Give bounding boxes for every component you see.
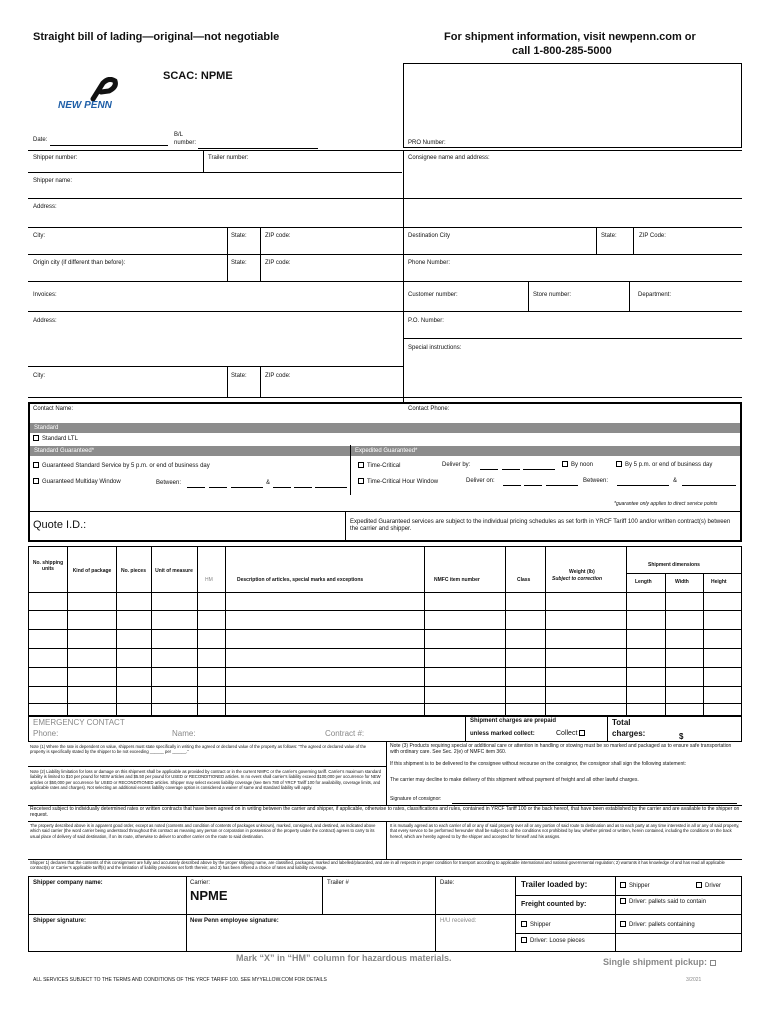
quote-id-label[interactable]: Quote I.D.: bbox=[33, 519, 87, 531]
hour-between-label: Between: bbox=[583, 478, 609, 484]
origin-city-label: Origin city (if different than before): bbox=[33, 260, 126, 266]
trailer-number-label: Trailer number: bbox=[208, 155, 249, 161]
employee-signature-label: New Penn employee signature: bbox=[190, 918, 279, 924]
deliver-by-label: Deliver by: bbox=[442, 462, 471, 468]
shipment-info-line2: call 1-800-285-5000 bbox=[512, 45, 612, 57]
pro-number-box[interactable] bbox=[403, 63, 742, 148]
department-label: Department: bbox=[638, 292, 672, 298]
prepaid-label: Shipment charges are prepaid bbox=[470, 718, 557, 724]
bl-label-2: number: bbox=[174, 140, 197, 146]
shipment-info-line1: For shipment information, visit newpenn.com or bbox=[444, 31, 696, 43]
total-dollar: $ bbox=[679, 732, 684, 741]
col-weight-note: Subject to correction bbox=[552, 576, 603, 582]
consignor-signature-label: Signature of consignor: bbox=[390, 796, 442, 802]
store-number-label: Store number: bbox=[533, 292, 572, 298]
shipper-number-label: Shipper number: bbox=[33, 155, 78, 161]
col-class: Class bbox=[517, 577, 531, 583]
shipper-declaration: Shipper 1) declares that the contents of this consignment are fully and accurately described above by the proper shipping name, are classified, packaged, marked and labelled/placarded, and are in all respects in proper condition for transport according to applicable international and national governmental regulation; 2) warrants it has knowledge of and has read all applicable contract(s) or Carrier’s applicable tariff(s) and the limitation of liability provisions set forth therein; and 3) has been offered a choice of rates and liability coverage. bbox=[30, 860, 725, 871]
col-unit-measure: Unit of measure bbox=[155, 568, 193, 574]
trailer-hash-label: Trailer # bbox=[327, 880, 349, 886]
emergency-phone-label: Phone: bbox=[33, 729, 59, 738]
mutual-text: It is mutually agreed as to each carrier of all or any of said property over all or any portion of said route to destination and as to each party at any time interested in all or any of said property, that every service to be performed hereunder shall be subject to all the conditions not prohibited by law, whether printed or written, herein contained, including the conditions on the back hereof, which are hereby agreed to by the shipper and accepted for himself and his assigns. bbox=[390, 823, 740, 839]
loaded-shipper-option[interactable]: Shipper bbox=[620, 882, 650, 890]
prepaid-collect-label: unless marked collect: bbox=[470, 731, 535, 737]
shipper-company-label: Shipper company name: bbox=[33, 880, 103, 886]
col-pieces: No. pieces bbox=[120, 568, 146, 574]
note-3c: The carrier may decline to make delivery of this shipment without payment of freight and all other lawful charges. bbox=[390, 777, 639, 783]
total-label: Total bbox=[612, 718, 631, 727]
col-shipping-units: No. shipping units bbox=[32, 560, 64, 572]
col-dimensions: Shipment dimensions bbox=[648, 562, 700, 568]
emergency-title: EMERGENCY CONTACT bbox=[33, 718, 125, 727]
driver-pallets-option[interactable]: Driver: pallets containing bbox=[620, 921, 695, 929]
zip-label-2: ZIP code: bbox=[265, 373, 291, 379]
note-2: Note (2) Liability limitation for loss or damage on this shipment shall be applicable as provided by contract or in the current NMFC or the carrier’s governing tariff. Carrier’s maximum standard liability is limited to $10 per pound for NEW articles and $5.50 per pound for USED or RECONDITIONED articles. In no event shall carrier’s liability exceed $100,000 per occurrence for NEW articles or $50,000 per occurrence for USED or RECONDITIONED articles. Shipper may select excess liability coverage (see Item 780 of YRCF Tariff 100 for availability, coverage limits, and applicable rates and charges). Not selecting an additional excess liability coverage option is considered a waiver of same and standard liability will apply. bbox=[30, 769, 382, 791]
col-kind-package: Kind of package bbox=[72, 568, 112, 574]
bl-label-1: B/L bbox=[174, 132, 184, 138]
standard-ltl-option[interactable]: Standard LTL bbox=[33, 435, 78, 443]
col-weight: Weight (lb) bbox=[569, 569, 595, 575]
city-label-2: City: bbox=[33, 373, 45, 379]
multiday-between-label: Between: bbox=[156, 480, 182, 486]
state-label: State: bbox=[231, 233, 247, 239]
by-noon-option[interactable]: By noon bbox=[562, 461, 593, 469]
deliver-on-label: Deliver on: bbox=[466, 478, 495, 484]
standard-guaranteed-bar: Standard Guaranteed* bbox=[30, 446, 350, 456]
driver-loose-option[interactable]: Driver: Loose pieces bbox=[521, 937, 585, 945]
note-1: Note (1) Where the rate is dependent on value, shippers must state specifically in writing the agreed or declared value of the property as follows: “The agreed or declared value of the property is specifically stated by the shipper to be not exceeding ______ per ______.” bbox=[30, 744, 367, 755]
col-nmfc: NMFC item number bbox=[434, 577, 480, 583]
note-3: Note (3) Products requiring special or additional care or attention in handling or stowing must be so marked and packaged as to ensure safe transportation with ordinary care. See Sec. 2(e) of NMFC item 360. bbox=[390, 743, 732, 755]
collect-option[interactable]: Collect bbox=[556, 730, 588, 738]
address-label-2: Address: bbox=[33, 318, 57, 324]
form-title: Straight bill of lading—original—not negotiable bbox=[33, 31, 280, 43]
bill-of-lading-page: Straight bill of lading—original—not negotiable For shipment information, visit newpenn.com or call 1-800-285-5000 SCAC: NPME NEW PENN Date: B/L number: PRO Number: Shipper number: Trailer number: Consignee name and address: Shipper name: Address: City: State: ZIP code: Destination City State: ZIP Code: Origin city (if different than before): State: ZIP code: Phone Number: Invoices: Customer number: Store number: Department: Address: P.O. Number: Special instructions: City: State: ZIP code: Contact Name: Contact Phone: Standard Standard LTL Standard Guaranteed* Expedited Guaranteed* Guaranteed Standard Service by 5 p.m. or end of business day Guaranteed Multiday Window Between: & Time-Critical Deliver by: By noon By 5 p.m. or end of business day Time-Critical Hour Window Deliver on: Between: & *guarantee only applies to direct service points Quote I.D.: Expedited Guaranteed services are subject to the individual pricing schedules as set forth in YRCF Tariff 100 and/or written contract(s) between the carrier and shipper. No. shipping units Kind of package No. pieces Unit of measure HM Description of articles, special marks and exceptions NMFC item number Class Weight (lb) Subject to correction Shipment dimensions Length Width Height EMERGENCY CONTACT Phone: Name: Contract #: Shipment charges are prepaid unless marked collect: Collect Total charges: $ Note (1) Where the rate is dependent on value, shippers must state specifically in writing the agreed or declared value of the property as follows: “The agreed or declared value of the property is specifically stated by the shipper to be not exceeding ______ per ______.” Note (2) Liability limitation for loss or damage on this shipment shall be applicable as provided by contract or in the current NMFC or the carrier’s governing tariff. Carrier’s maximum standard liability is limited to $10 per pound for NEW articles and $5.50 per pound for USED or RECONDITIONED articles. In no event shall carrier’s liability exceed $100,000 per occurrence for NEW articles or $50,000 per occurrence for USED or RECONDITIONED articles. Shipper may select excess liability coverage (see Item 780 of YRCF Tariff 100 for availability, coverage limits, and applicable rates and charges). Not selecting an additional excess liability coverage option is considered a waiver of same and standard liability will apply. Note (3) Products requiring special or additional care or attention in handling or stowing must be so marked and packaged as to ensure safe transportation with ordinary care. See Sec. 2(e) of NMFC item 360. If this shipment is to be delivered to the consignee without recourse on the consignor, the consignor shall sign the following statement: The carrier may decline to make delivery of this shipment without payment of freight and all other lawful charges. Signature of consignor: Received subject to individually determined rates or written contracts that have been agreed on in writing between the carrier and shipper, if applicable, otherwise to rates, classifications and rules, contained in YRCF Tariff 100 or the back hereof, that have been established by the carrier and are available to the shipper on request. The property described above is in apparent good order, except as noted (contents and condition of contents of packages unknown), marked, consigned, and destined, as indicated above which said carrier (the word carrier being understood throughout this contract as meaning any person or corporation in possession of the property under the contract) agrees to carry to its usual place of delivery of said destination, if on its route, otherwise to deliver to another carrier on the route to said destination. It is mutually agreed as to each carrier of all or any of said property over all or any portion of said route to destination and as to each party at any time interested in all or any of said property, that every service to be performed hereunder shall be subject to all the conditions not prohibited by law, whether printed or written, herein contained, including the conditions on the back hereof, which are hereby agreed to by the shipper and accepted for himself and his assigns. Shipper 1) declares that the contents of this consignment are fully and accurately described above by the proper shipping name, are classified, packaged, marked and labelled/placarded, and are in all respects in proper condition for transport according to applicable international and national governmental regulation; 2) warrants it has knowledge of and has read all applicable contract(s) or Carrier’s applicable tariff(s) and the limitation of liability provisions set forth therein; and 3) has been offered a choice of rates and liability coverage. Shipper company name: Carrier: NPME Trailer # Date: Trailer loaded by: Shipper Driver Freight counted by: Driver: pallets said to contain Shipper signature: New Penn employee signature: H/U received: Shipper Driver: pallets containing Driver: Loose pieces Mark “X” in “HM” column for hazardous materials. Single shipment pickup: ALL SERVICES SUBJECT TO THE TERMS AND CONDITIONS OF THE YRCF TARIFF 100. SEE MYYELLOW.COM FOR DETAILS 3/2021 bbox=[0, 0, 770, 1024]
customer-number-label: Customer number: bbox=[408, 292, 458, 298]
guarantee-footnote: *guarantee only applies to direct service points bbox=[614, 501, 718, 507]
note-3b: If this shipment is to be delivered to the consignee without recourse on the consignor, the consignor shall sign the following statement: bbox=[390, 761, 687, 767]
guaranteed-multiday-option[interactable]: Guaranteed Multiday Window bbox=[33, 478, 121, 486]
time-critical-hour-option[interactable]: Time-Critical Hour Window bbox=[358, 478, 438, 486]
col-width: Width bbox=[675, 579, 689, 585]
invoices-label: Invoices: bbox=[33, 292, 57, 298]
address-label: Address: bbox=[33, 204, 57, 210]
loaded-driver-option[interactable]: Driver bbox=[696, 882, 721, 890]
counted-shipper-option[interactable]: Shipper bbox=[521, 921, 551, 929]
contact-phone-label: Contact Phone: bbox=[408, 406, 450, 412]
dest-zip-label: ZIP Code: bbox=[639, 233, 666, 239]
po-number-label: P.O. Number: bbox=[408, 318, 444, 324]
bottom-date-label: Date: bbox=[440, 880, 455, 886]
new-penn-logo bbox=[55, 77, 135, 112]
consignee-label: Consignee name and address: bbox=[408, 155, 490, 161]
state-label-2: State: bbox=[231, 373, 247, 379]
origin-state-label: State: bbox=[231, 260, 247, 266]
emergency-name-label: Name: bbox=[172, 729, 196, 738]
col-description: Description of articles, special marks and exceptions bbox=[237, 577, 364, 583]
zip-label: ZIP code: bbox=[265, 233, 291, 239]
col-height: Height bbox=[711, 579, 727, 585]
logo-text: NEW PENN bbox=[58, 100, 112, 111]
carrier-label: Carrier: bbox=[190, 880, 211, 886]
single-pickup-option[interactable]: Single shipment pickup: bbox=[603, 957, 719, 967]
freight-counted-label: Freight counted by: bbox=[521, 901, 587, 908]
date-label: Date: bbox=[33, 137, 48, 143]
carrier-value: NPME bbox=[190, 888, 228, 903]
shipper-name-label: Shipper name: bbox=[33, 178, 73, 184]
received-text: Received subject to individually determined rates or written contracts that have been agreed on in writing between the carrier and shipper, if applicable, otherwise to rates, classifications and rules, contained in YRCF Tariff 100 or the back hereof, that have been established by the carrier and are available to the shipper on request. bbox=[30, 806, 740, 818]
standard-bar: Standard bbox=[30, 423, 740, 433]
pro-number-label: PRO Number: bbox=[408, 140, 446, 146]
hazmat-note: Mark “X” in “HM” column for hazardous materials. bbox=[236, 953, 452, 963]
dest-state-label: State: bbox=[601, 233, 617, 239]
checkbox[interactable] bbox=[33, 435, 39, 441]
col-hm: HM bbox=[205, 577, 213, 583]
guaranteed-standard-option[interactable]: Guaranteed Standard Service by 5 p.m. or end of business day bbox=[33, 462, 210, 470]
contact-name-label: Contact Name: bbox=[33, 406, 74, 412]
terms-footer: ALL SERVICES SUBJECT TO THE TERMS AND CONDITIONS OF THE YRCF TARIFF 100. SEE MYYELLOW.COM FOR DETAILS bbox=[33, 977, 327, 983]
emergency-contract-label: Contract #: bbox=[325, 729, 365, 738]
shipper-signature-label: Shipper signature: bbox=[33, 918, 87, 924]
destination-city-label: Destination City bbox=[408, 233, 451, 239]
expedited-guaranteed-bar: Expedited Guaranteed* bbox=[351, 446, 740, 456]
origin-zip-label: ZIP code: bbox=[265, 260, 291, 266]
scac-code: SCAC: NPME bbox=[163, 70, 233, 82]
property-text: The property described above is in apparent good order, except as noted (contents and condition of contents of packages unknown), marked, consigned, and destined, as indicated above which said carrier (the word carrier being understood throughout this contract as meaning any person or corporation in possession of the property under the contract) agrees to carry to its usual place of delivery of said destination, if on its route, otherwise to deliver to another carrier on the route to said destination. bbox=[30, 823, 376, 839]
by-5pm-option[interactable]: By 5 p.m. or end of business day bbox=[616, 461, 712, 469]
time-critical-option[interactable]: Time-Critical bbox=[358, 462, 400, 470]
phone-number-label: Phone Number: bbox=[408, 260, 451, 266]
trailer-loaded-label: Trailer loaded by: bbox=[521, 880, 588, 889]
city-label: City: bbox=[33, 233, 45, 239]
version-footer: 3/2021 bbox=[686, 977, 702, 983]
hu-received-label: H/U received: bbox=[440, 918, 477, 924]
special-instructions-label: Special instructions: bbox=[408, 345, 462, 351]
col-length: Length bbox=[635, 579, 652, 585]
expedited-note: Expedited Guaranteed services are subject to the individual pricing schedules as set forth in YRCF Tariff 100 and/or written contract(s) between the carrier and shipper. bbox=[350, 519, 731, 532]
total-charges-label: charges: bbox=[612, 729, 646, 738]
driver-pallets-said-option[interactable]: Driver: pallets said to contain bbox=[620, 898, 706, 906]
